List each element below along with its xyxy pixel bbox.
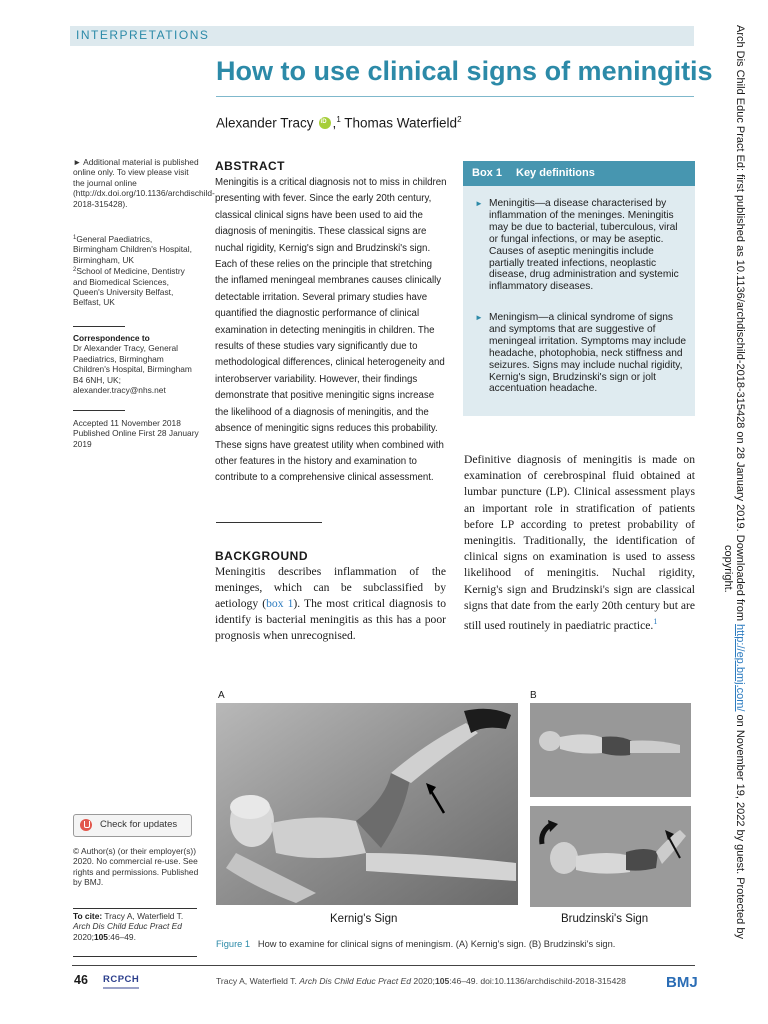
box-header: [463, 161, 695, 186]
sidebar-divider: [73, 410, 125, 411]
to-cite: [73, 911, 199, 942]
author-name[interactable]: Alexander Tracy: [216, 115, 314, 131]
panel-b-letter: B: [530, 690, 537, 701]
key-definitions-box: [463, 161, 695, 416]
correspondence-text: Dr Alexander Tracy, General Paediatrics, Birmingham Children's Hospital, Birmingham B4 6NH, UK; alexander.tracy@nhs.net: [73, 343, 192, 396]
rcpch-logo: RCPCH: [103, 974, 140, 985]
author-list: Alexander TracyiD ,$^1$ Thomas Waterfield$^2$: [216, 115, 462, 131]
check-for-updates-label: Check for updates: [100, 819, 178, 830]
kernig-sign-illustration: [216, 703, 518, 905]
box-1-link[interactable]: box 1: [266, 597, 294, 611]
affiliation-1: General Paediatrics, Birmingham Children's Hospital, Birmingham, UK: [73, 234, 192, 265]
abstract-divider: [216, 522, 322, 523]
definition-meningism: Meningism—a clinical syndrome of signs and symptoms that are suggestive of meningeal irritation. Symptoms may include headache, photophobia, neck stiffness and seizures. Signs may include nuchal rigidity, Kernig's sign, Brudzinski's sign or jolt accentuation headache.: [489, 312, 687, 395]
affiliation-2: School of Medicine, Dentistry and Biomedical Sciences, Queen's University Belfast, Belfast, UK: [73, 266, 185, 308]
bullet-triangle-icon: ►: [475, 313, 483, 322]
bullet-triangle-icon: ►: [475, 199, 483, 208]
box-item: [475, 312, 689, 395]
neck-flexion-illustration: [530, 806, 691, 907]
page-number: 46: [74, 973, 88, 987]
notice-line-2: copyright.: [722, 545, 734, 593]
figure-caption-text: How to examine for clinical signs of meningism. (A) Kernig's sign. (B) Brudzinski's sign.: [257, 939, 616, 949]
reference-marker[interactable]: 1: [653, 617, 658, 627]
cite-authors: Tracy A, Waterfield T.: [104, 911, 184, 921]
box-title: Key definitions: [516, 167, 595, 179]
box-number: Box 1: [472, 167, 502, 179]
footer-citation: Tracy A, Waterfield T. Arch Dis Child Educ Pract Ed 2020;105:46–49. doi:10.1136/archdischild-2018-315428: [216, 976, 626, 986]
accepted-date: Accepted 11 November 2018: [73, 418, 181, 428]
brudzinski-label: Brudzinski's Sign: [561, 913, 649, 925]
orcid-icon[interactable]: [319, 117, 331, 129]
title-divider: [216, 96, 694, 97]
author-name[interactable]: Thomas Waterfield: [344, 115, 458, 131]
abstract-heading: ABSTRACT: [215, 159, 285, 173]
cite-journal: Arch Dis Child Educ Pract Ed: [73, 921, 182, 932]
figure-caption: [216, 939, 615, 949]
box-item: [475, 198, 689, 293]
footer-divider: [72, 965, 695, 966]
section-band: [70, 26, 694, 46]
supplementary-text: ► Additional material is published online only. To view please visit the journal online (http://dx.doi.org/10.1136/archdischild-2018-315428).: [73, 157, 215, 209]
cite-volume: 105: [93, 931, 108, 942]
affiliation-number: 2: [73, 267, 77, 274]
copyright-note: [73, 846, 199, 888]
copyright-text: © Author(s) (or their employer(s)) 2020. No commercial re-use. See rights and permissions. Published by BMJ.: [73, 846, 199, 888]
affiliation-marker: 2: [457, 115, 462, 124]
download-notice: Arch Dis Child Educ Pract Ed: first published as 10.1136/archdischild-2018-315428 on 28 January 2019. Downloaded from http://ep.bmj.com/ on November 19, 2022 by guest. Protected by copyright.: [722, 25, 746, 995]
bmj-logo: BMJ: [666, 974, 698, 991]
background-heading: BACKGROUND: [215, 549, 308, 563]
article-dates: [73, 418, 199, 449]
article-title: How to use clinical signs of meningitis: [216, 56, 713, 86]
section-label: INTERPRETATIONS: [76, 28, 210, 42]
background-text: Meningitis describes inflammation of the meninges, which can be subclassified by aetiology (box 1). The most critical diagnosis to identify is bacterial meningitis as this has a poor prognosis when unrecognised.: [215, 565, 447, 643]
published-date: Published Online First 28 January 2019: [73, 428, 199, 449]
affiliation-number: 1: [73, 235, 77, 241]
intro-text: Definitive diagnosis of meningitis is made on examination of cerebrospinal fluid obtained at lumbar puncture (LP). Clinical assessment plays an important role in stratification of patients before LP according to pretest probability of meningitis. Traditionally, the identification of clinical signs on examination is used to assess likelihood of meningitis. Nuchal rigidity, Kernig's sign and Brudzinski's sign are classical signs that date from the early 20th century but are still used routinely in paediatric practice.$^1$: [464, 453, 695, 632]
crossmark-icon: [80, 819, 92, 831]
affiliation-marker: 1: [336, 115, 341, 124]
cite-label: To cite:: [73, 911, 103, 921]
affiliations: [73, 233, 199, 308]
ep-bmj-link[interactable]: http://ep.bmj.com/: [734, 624, 746, 712]
supplementary-note: [73, 157, 215, 209]
brudzinski-sign-photo-bottom: [530, 806, 691, 907]
check-for-updates-button[interactable]: [73, 814, 192, 837]
kernig-label: Kernig's Sign: [330, 913, 398, 925]
cite-year: 2020;: [73, 931, 94, 942]
panel-a-letter: A: [218, 690, 225, 701]
correspondence: [73, 333, 199, 395]
figure-label: Figure 1: [216, 939, 251, 949]
abstract-text: Meningitis is a critical diagnosis not to miss in children presenting with fever. Since the early 20th century, classical clinical signs have been used to aid the diagnosis of meningitis. These classical signs are nuchal rigidity, Kernig's sign and Brudzinski's sign. Each of these relies on the principle that stretching the inflamed meningeal membranes causes clinically detectable irritation. Several primary studies have quantified the diagnostic performance of clinical examination in detecting meningitis in children. The results of these studies vary significantly due to methodological differences, clinical heterogeneity and interobserver variability. However, their findings demonstrate that positive meningitic signs increase the likelihood of a diagnosis of meningitis, and the absence of meningitic signs reduces this probability. These signs have greatest utility when combined with other features in the history and examination to contribute to a comprehensive clinical assessment.: [215, 177, 447, 484]
definition-meningitis: Meningitis—a disease characterised by inflammation of the meninges. Meningitis may be due to bacterial, tuberculous, viral or fungal infections, or may be aseptic. Causes of aseptic meningitis include partially treated infections, neoplastic disease, drug administration and systemic inflammatory diseases.: [489, 198, 679, 293]
correspondence-label: Correspondence to: [73, 333, 150, 343]
supine-child-illustration: [530, 703, 691, 797]
kernig-sign-photo: [216, 703, 518, 905]
brudzinski-sign-photo-top: [530, 703, 691, 797]
cite-pages: :46–49.: [107, 931, 136, 942]
rcpch-logo-underline: [103, 987, 139, 989]
sidebar-divider: [73, 326, 125, 327]
